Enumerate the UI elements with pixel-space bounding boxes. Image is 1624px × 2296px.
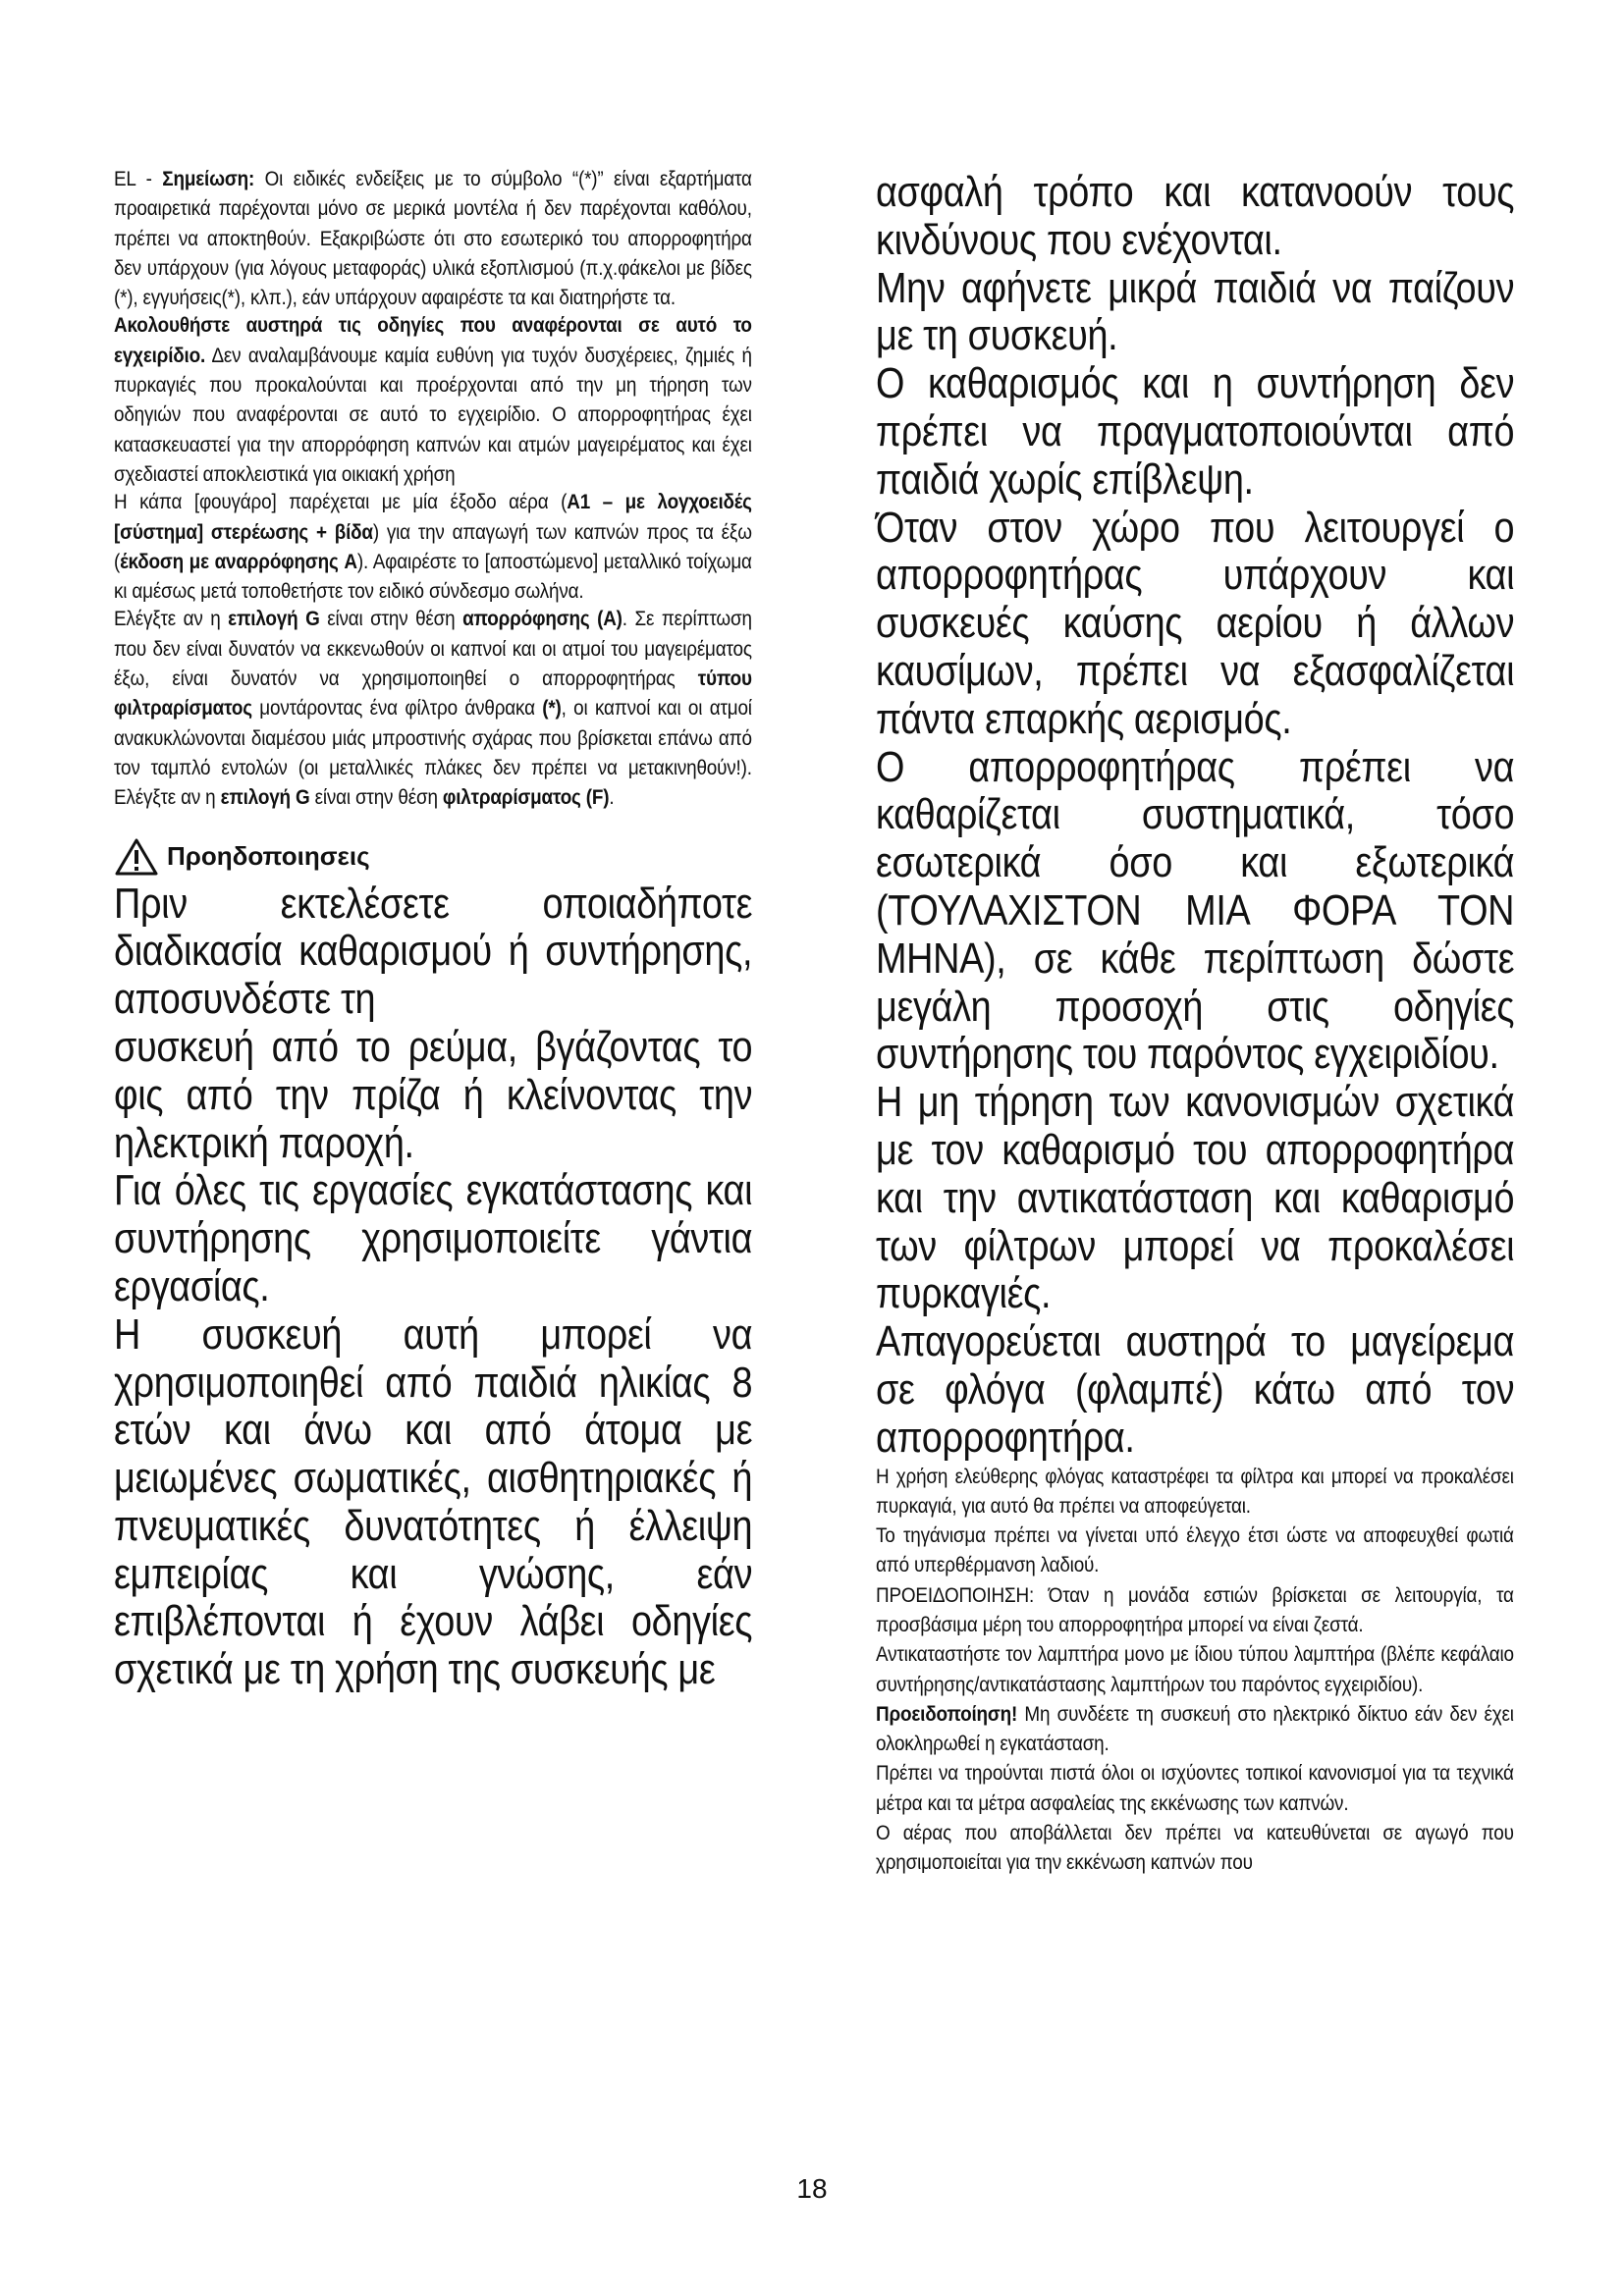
- gloves-warning: Για όλες τις εργασίες εγκατάστασης και συντήρησης χρησιμοποιείτε γάντια εργασίας.: [114, 1166, 753, 1310]
- children-warning: Η συσκευή αυτή μπορεί να χρησιμοποιηθεί από παιδιά ηλικίας 8 ετών και άνω και από άτομα με μειωμένες σωματικές, αισθητηριακές ή πνευματικές δυνατότητες ή έλλειψη εμπειρίας και γνώσης, εάν επιβλέπονται ή έχουν λάβει οδηγίες σχετικά με τη χρήση της συσκευής με: [114, 1309, 753, 1694]
- right-column: [876, 165, 1514, 1879]
- exhaust-air-note: Ο αέρας που αποβάλλεται δεν πρέπει να κατευθύνεται σε αγωγό που χρησιμοποιείται για την εκκένωση καπνών που: [876, 1822, 1514, 1875]
- selector-check-paragraph: Ελέγξτε αν η επιλογή G είναι στην θέση απορρόφησης (A). Σε περίπτωση που δεν είναι δυνατόν να εκκενωθούν οι καπνοί και οι ατμοί του μαγειρέματος έξω, είναι δυνατόν να χρησιμοποιηθεί ο απορροφητήρας τύπου φιλτραρίσματος μοντάροντας ένα φίλτρο άνθρακα (*), οι καπνοί και οι ατμοί ανακυκλώνονται διαμέσου μιάς μπροστινής σχάρας που βρίσκεται επάνω από τον ταμπλό εντολών (οι μεταλλικές πλάκες δεν πρέπει να μετακινηθούν!). Ελέγξτε αν η επιλογή G είναι στην θέση φιλτραρίσματος (F).: [114, 608, 752, 810]
- fire-risk-warning: Η μη τήρηση των κανονισμών σχετικά με τον καθαρισμό του απορροφητήρα και την αντικατάσταση και καθαρισμό των φίλτρων μπορεί να προκαλέσει πυρκαγιές.: [876, 1078, 1515, 1318]
- cleaning-schedule-warning: Ο απορροφητήρας πρέπει να καθαρίζεται συστηματικά, τόσο εσωτερικά όσο και εξωτερικά (ΤΟΥΛΑΧΙΣΤΟΝ ΜΙΑ ΦΟΡΑ ΤΟΝ ΜΗΝΑ), σε κάθε περίπτωση δώστε μεγάλη προσοχή στις οδηγίες συντήρησης του παρόντος εγχειριδίου.: [876, 742, 1515, 1079]
- disconnect-warning: Πριν εκτελέσετε οποιαδήποτε διαδικασία καθαρισμού ή συντήρησης, αποσυνδέστε τη: [114, 879, 753, 1024]
- note-label: Σημείωση:: [162, 168, 255, 190]
- open-flame-note: Η χρήση ελεύθερης φλόγας καταστρέφει τα φίλτρα και μπορεί να προκαλέσει πυρκαγιά, για αυτό θα πρέπει να αποφεύγεται.: [876, 1465, 1514, 1518]
- caution-note: Προειδοποίηση! Μη συνδέετε τη συσκευή στο ηλεκτρικό δίκτυο εάν δεν έχει ολοκληρωθεί η εγκατάσταση.: [876, 1702, 1514, 1756]
- safe-use-warning: ασφαλή τρόπο και κατανοούν τους κινδύνους που ενέχονται.: [876, 168, 1515, 264]
- intro-note: EL - Σημείωση: Οι ειδικές ενδείξεις με το σύμβολο “(*)” είναι εξαρτήματα προαιρετικά παρέχονται μόνο σε μερικά μοντέλα ή δεν παρέχονται καθόλου, πρέπει να αποκτηθούν. Εξακριβώστε ότι στο εσωτερικό του απορροφητήρα δεν υπάρχουν (για λόγους μεταφοράς) υλικά εξοπλισμού (π.χ.φάκελοι με βίδες (*), εγγυήσεις(*), κλπ.), εάν υπάρχουν αφαιρέστε τα και διατηρήστε τα.: [114, 168, 752, 310]
- frying-note: Το τηγάνισμα πρέπει να γίνεται υπό έλεγχο έτσι ώστε να αποφευχθεί φωτιά από υπερθέρμανση λαδιού.: [876, 1524, 1514, 1577]
- warning-triangle-icon: [114, 837, 159, 877]
- unplug-warning: συσκευή από το ρεύμα, βγάζοντας το φις από την πρίζα ή κλείνοντας την ηλεκτρική παροχή.: [114, 1022, 753, 1167]
- hood-outlet-paragraph: Η κάπα [φουγάρο] παρέχεται με μία έξοδο αέρα (A1 – με λογχοειδές [σύστημα] στερέωσης + βίδα) για την απαγωγή των καπνών προς τα έξω (έκδοση με αναρρόφησης A). Αφαιρέστε το [αποστώμενο] μεταλλικό τοίχωμα κι αμέσως μετά τοποθετήστε τον ειδικό σύνδεσμο σωλήνα.: [114, 491, 752, 604]
- cleaning-supervision-warning: Ο καθαρισμός και η συντήρηση δεν πρέπει να πραγματοποιούνται από παιδιά χωρίς επίβλεψη.: [876, 359, 1515, 504]
- left-column: [114, 165, 752, 1694]
- follow-instructions: Ακολουθήστε αυστηρά τις οδηγίες που αναφέρονται σε αυτό το εγχειρίδιο. Δεν αναλαμβάνουμε καμία ευθύνη για τυχόν δυσχέρειες, ζημιές ή πυρκαγιές που προκαλούνται και προέρχονται από την μη τήρηση των οδηγιών που αναφέρονται σε αυτό το εγχειρίδιο. Ο απορροφητήρας έχει κατασκευαστεί για την απορρόφηση καπνών και ατμών μαγειρέματος και έχει σχεδιαστεί αποκλειστικά για οικιακή χρήση: [114, 314, 752, 486]
- ventilation-warning: Όταν στον χώρο που λειτουργεί ο απορροφητήρας υπάρχουν και συσκευές καύσης αερίου ή άλλων καυσίμων, πρέπει να εξασφαλίζεται πάντα επαρκής αερισμός.: [876, 503, 1515, 743]
- page-number: 18: [796, 2173, 828, 2204]
- warnings-heading: Προηδοποιησεις: [114, 835, 752, 879]
- children-play-warning: Μην αφήνετε μικρά παιδιά να παίζουν με τη συσκευή.: [876, 263, 1515, 360]
- regulations-note: Πρέπει να τηρούνται πιστά όλοι οι ισχύοντες τοπικοί κανονισμοί για τα τεχνικά μέτρα και τα μέτρα ασφαλείας της εκκένωσης των καπνών.: [876, 1762, 1514, 1815]
- flambe-warning: Απαγορεύεται αυστηρά το μαγείρεμα σε φλόγα (φλαμπέ) κάτω από τον απορροφητήρα.: [876, 1317, 1515, 1462]
- hot-parts-note: ΠΡΟΕΙΔΟΠΟΙΗΣΗ: Όταν η μονάδα εστιών βρίσκεται σε λειτουργία, τα προσβάσιμα μέρη του απορροφητήρα μπορεί να είναι ζεστά.: [876, 1583, 1514, 1636]
- lamp-replacement-note: Αντικαταστήστε τον λαμπτήρα μονο με ίδιου τύπου λαμπτήρα (βλέπε κεφάλαιο συντήρησης/αντικατάστασης λαμπτήρων του παρόντος εγχειριδίου).: [876, 1643, 1514, 1696]
